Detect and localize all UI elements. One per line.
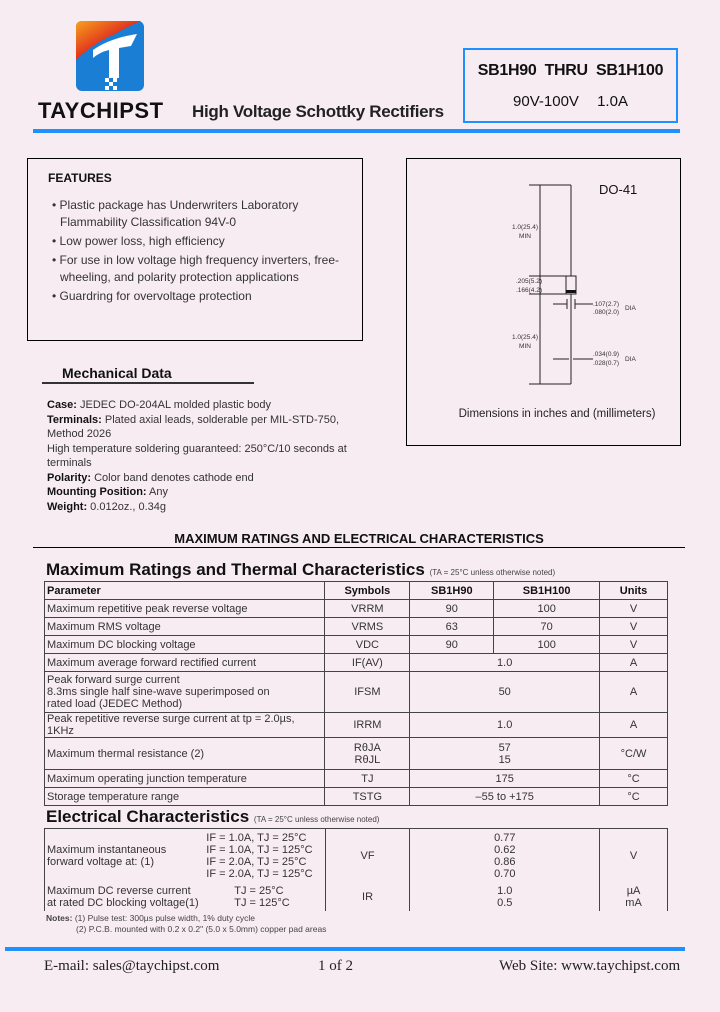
feature-item: • Low power loss, high efficiency xyxy=(52,234,225,248)
feature-item: • Plastic package has Underwriters Laboratory Flammability Classification 94V-0 xyxy=(52,198,299,229)
svg-text:1.0(25.4): 1.0(25.4) xyxy=(511,334,539,341)
electrical-title: Electrical Characteristics (TA = 25°C unless otherwise noted) xyxy=(46,807,380,826)
brand-name: TAYCHIPST xyxy=(38,98,164,123)
svg-text:MIN: MIN xyxy=(519,233,531,240)
notes: Notes: (1) Pulse test: 300µs pulse width, 1% duty cycle (2) P.C.B. mounted with 0.2 x 0.2" (5.0 x 5.0mm) copper pad areas xyxy=(46,913,327,934)
table-row: Maximum instantaneous forward voltage at: (1) IF = 1.0A, TJ = 25°C IF = 1.0A, TJ = 125°C IF = 2.0A, TJ = 25°C IF = 2.0A, TJ = 125°C VF 0.77 0.62 0.86 0.70 V xyxy=(45,829,668,883)
part-rating: 90V-100V 1.0A xyxy=(513,93,628,110)
table-row: Maximum RMS voltage VRMS 63 70 V xyxy=(45,618,668,636)
feature-item: • Guardring for overvoltage protection xyxy=(52,289,252,303)
table-row: Maximum DC blocking voltage VDC 90 100 V xyxy=(45,636,668,654)
svg-text:DIA: DIA xyxy=(625,305,636,312)
document-subtitle: High Voltage Schottky Rectifiers xyxy=(192,102,444,121)
ratings-table xyxy=(44,581,668,806)
svg-text:MIN: MIN xyxy=(519,343,531,350)
ratings-title: Maximum Ratings and Thermal Characteristics (TA = 25°C unless otherwise noted) xyxy=(46,560,556,579)
part-range: SB1H90 THRU SB1H100 xyxy=(477,62,664,79)
table-row: Maximum thermal resistance (2) RθJA RθJL 57 15 °C/W xyxy=(45,738,668,770)
do41-outline-drawing xyxy=(407,159,680,445)
features-title: FEATURES xyxy=(48,171,112,185)
svg-text:.166(4.2): .166(4.2) xyxy=(515,287,543,294)
svg-text:.028(0.7): .028(0.7) xyxy=(593,360,620,367)
package-diagram-box xyxy=(406,158,681,446)
table-row: Maximum repetitive peak reverse voltage VRRM 90 100 V xyxy=(45,600,668,618)
electrical-table xyxy=(44,828,668,911)
svg-text:.205(5.2): .205(5.2) xyxy=(515,278,543,285)
footer-divider xyxy=(5,947,685,951)
footer-website[interactable]: Web Site: www.taychipst.com xyxy=(499,958,681,974)
header-divider xyxy=(33,129,680,133)
table-row: Peak repetitive reverse surge current at tp = 2.0µs, 1KHz IRRM 1.0 A xyxy=(45,713,668,738)
features-box xyxy=(27,158,363,341)
feature-item: • For use in low voltage high frequency inverters, free-wheeling, and polarity protection applications xyxy=(52,253,340,284)
table-row: Maximum average forward rectified current IF(AV) 1.0 A xyxy=(45,654,668,672)
table-row: Maximum operating junction temperature TJ 175 °C xyxy=(45,770,668,788)
ratings-banner: MAXIMUM RATINGS AND ELECTRICAL CHARACTERISTICS xyxy=(33,531,685,548)
table-row: Storage temperature range TSTG –55 to +175 °C xyxy=(45,788,668,806)
mechanical-data-text: Case: JEDEC DO-204AL molded plastic body Terminals: Plated axial leads, solderable per MIL-STD-750, Method 2026 High temperature soldering guaranteed: 250°C/10 seconds at terminals Polarity: Color band denotes cathode end Mounting Position: Any Weight: 0.012oz., 0.34g xyxy=(47,399,347,513)
svg-text:.034(0.9): .034(0.9) xyxy=(593,351,620,358)
table-header-row: Parameter Symbols SB1H90 SB1H100 Units xyxy=(45,582,668,600)
svg-text:.107(2.7): .107(2.7) xyxy=(593,301,620,308)
footer-email[interactable]: E-mail: sales@taychipst.com xyxy=(44,958,220,974)
company-logo xyxy=(75,20,145,97)
page-number: 1 of 2 xyxy=(318,958,353,974)
svg-text:.080(2.0): .080(2.0) xyxy=(593,309,620,316)
package-name: DO-41 xyxy=(599,182,638,197)
svg-text:DIA: DIA xyxy=(625,356,636,363)
table-row: Peak forward surge current 8.3ms single half sine-wave superimposed on rated load (JEDEC Method) IFSM 50 A xyxy=(45,672,668,713)
part-number-box xyxy=(463,48,678,123)
table-row: Maximum DC reverse current at rated DC blocking voltage(1) TJ = 25°C TJ = 125°C IR 1.0 0.5 µA mA xyxy=(45,883,668,911)
svg-text:1.0(25.4): 1.0(25.4) xyxy=(511,224,539,231)
diagram-caption: Dimensions in inches and (millimeters) xyxy=(458,408,656,420)
mechanical-data-heading: Mechanical Data xyxy=(42,365,254,384)
